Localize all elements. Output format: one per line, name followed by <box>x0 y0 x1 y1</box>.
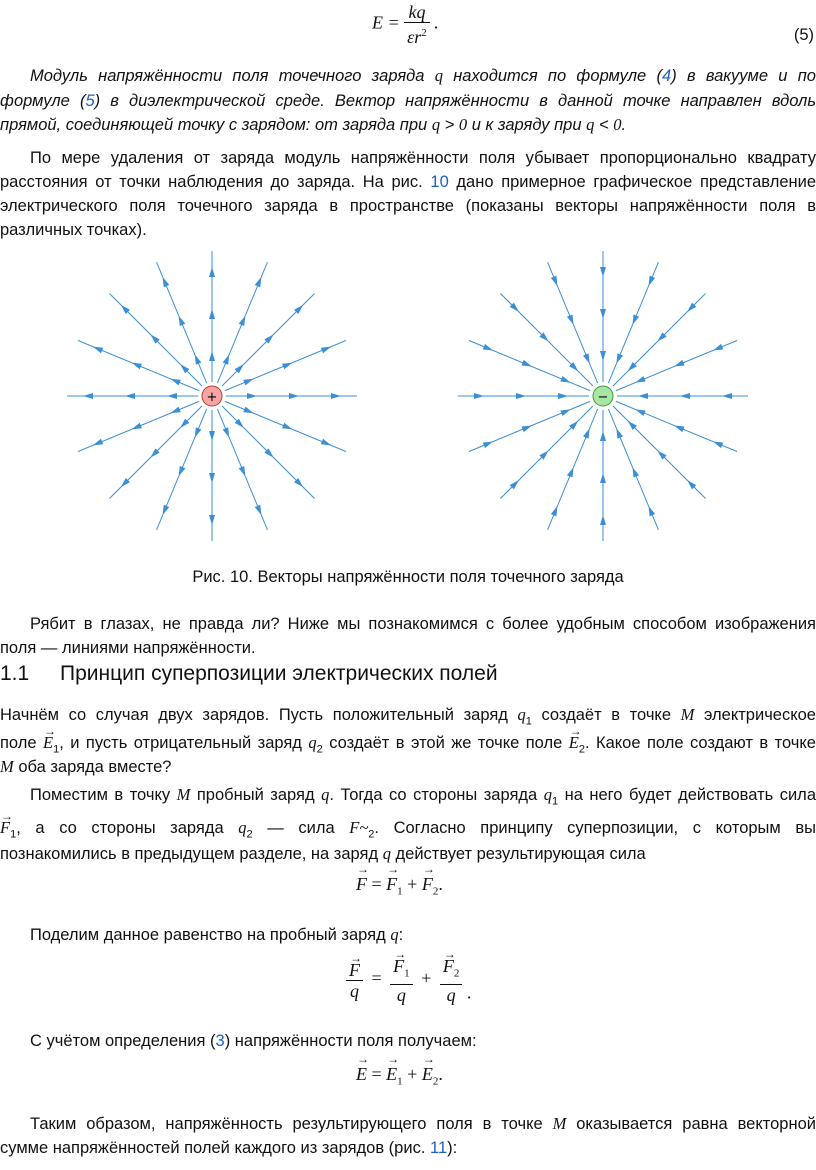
negative-sign: − <box>597 390 609 405</box>
section-title: Принцип суперпозиции электрических полей <box>60 662 498 685</box>
equation-force-sum <box>356 874 443 898</box>
text: прямой, соединяющей точку с зарядом: от заряда при <box>0 116 432 134</box>
field-vector-arrowhead <box>649 506 656 516</box>
para7-line1 <box>30 1029 816 1053</box>
field-vector-arrowhead <box>567 467 574 477</box>
denominator-q: q <box>396 984 406 1005</box>
text: электрическое <box>694 706 816 724</box>
para8-line2 <box>0 1136 816 1160</box>
para8-line1 <box>30 1112 816 1136</box>
figure-ref-link[interactable]: 10 <box>430 173 449 191</box>
math-q: q <box>308 733 317 752</box>
text: создаёт в точке <box>531 706 681 724</box>
para4-line3 <box>0 755 816 779</box>
field-vector-arrowhead <box>583 353 590 363</box>
text: формуле ( <box>0 92 86 110</box>
field-vector-arrowhead <box>239 466 246 476</box>
text: поле <box>0 734 43 752</box>
formula-denominator <box>404 23 430 47</box>
text: Поделим данное равенство на пробный заряд <box>30 926 391 944</box>
field-vector-arrowhead <box>243 379 253 386</box>
subscript: 1 <box>397 1075 403 1088</box>
equals: = <box>371 968 382 989</box>
subscript: 2 <box>432 1075 439 1088</box>
field-vector-arrowhead <box>680 393 690 399</box>
text: > <box>440 116 459 134</box>
math-M: M <box>176 785 191 804</box>
formula-lhs: E = <box>372 12 400 33</box>
text: , и пусть отрицательный заряд <box>59 734 309 752</box>
math-zero: 0 <box>458 115 468 134</box>
math-q: q <box>543 785 552 804</box>
field-vector-arrowhead <box>600 515 606 525</box>
vector-E2: → E <box>422 1064 433 1085</box>
field-vector-arrowhead <box>255 505 262 515</box>
formula-fraction <box>404 2 430 47</box>
para2-line3: электрического поля точечного заряда в пространстве (показаны векторы напряжённости поля в <box>0 197 816 215</box>
field-vector-arrowhead <box>674 360 684 367</box>
field-vector-arrowhead <box>600 351 606 361</box>
text: Модуль напряжённости поля точечного заряда <box>30 67 435 85</box>
field-vector-arrowhead <box>167 393 177 399</box>
text: познакомились в предыдущем разделе, на заряд <box>0 845 383 863</box>
field-vector-arrowhead <box>567 314 574 324</box>
formula-ref-link[interactable]: 4 <box>662 67 672 85</box>
section-number: 1.1 <box>0 662 30 685</box>
text: . Какое поле создают в точке <box>584 734 816 752</box>
text: и к заряду при <box>467 116 587 134</box>
field-vector-arrowhead <box>243 407 253 414</box>
para1-line3 <box>0 113 816 137</box>
math-q: q <box>517 705 526 724</box>
field-vector-arrowhead <box>223 427 230 437</box>
field-vector-arrowhead <box>321 347 331 354</box>
text: ) в вакууме и по <box>671 67 816 85</box>
text: : <box>398 926 404 944</box>
formula-number: (5) <box>793 26 814 44</box>
para3-line1: Рябит в глазах, не правда ли? Ниже мы познакомимся с более удобным способом изображения <box>30 615 816 633</box>
field-vector-arrowhead <box>289 393 299 399</box>
text: оба заряда вместе? <box>13 758 172 776</box>
text: создаёт в этой же точке поле <box>322 734 569 752</box>
field-vector-arrowhead <box>560 409 570 416</box>
text: Таким образом, напряжённость результирующего поля в точке <box>30 1115 553 1133</box>
text: ) напряжённости поля получаем: <box>224 1032 477 1050</box>
denominator-base: εr <box>407 27 422 47</box>
field-vector-arrowhead <box>179 316 186 326</box>
para1-line1 <box>30 64 816 88</box>
field-vector-arrowhead <box>551 276 558 286</box>
math-q: q <box>238 818 247 837</box>
vector-F: → F <box>349 960 360 980</box>
field-vector-arrowhead <box>83 393 93 399</box>
field-vector-arrowhead <box>209 267 215 277</box>
text: дано примерное графическое представление <box>448 173 816 191</box>
field-vector-arrowhead <box>713 442 723 449</box>
text: < <box>594 116 614 134</box>
text: расстояния от точки наблюдения до заряда. На рис. <box>0 173 431 191</box>
field-vector-arrowhead <box>93 347 103 354</box>
field-vector-arrowhead <box>632 314 639 324</box>
field-vector-arrowhead <box>282 363 292 370</box>
field-vector-arrowhead <box>600 267 606 277</box>
field-vector-arrowhead <box>713 344 723 351</box>
equation-field-sum <box>356 1064 443 1088</box>
period: . <box>466 982 472 1003</box>
vector-E1: → E <box>386 1064 397 1085</box>
field-vector-arrowhead <box>170 407 180 414</box>
field-vector-arrowhead <box>195 354 202 364</box>
field-vector-arrowhead <box>209 515 215 525</box>
equals: = <box>367 1064 387 1084</box>
formula-5 <box>372 2 439 47</box>
formula-ref-link[interactable]: 5 <box>85 92 95 110</box>
para4-line1 <box>0 703 816 733</box>
field-vector-arrowhead <box>635 409 645 416</box>
field-vector-arrowhead <box>616 353 623 363</box>
fraction-F2-q <box>440 956 463 1005</box>
field-vectors-figure <box>0 245 816 555</box>
field-vector-arrowhead <box>179 466 186 476</box>
vector-F2: → F <box>443 956 454 976</box>
field-vector-arrowhead <box>239 316 246 326</box>
field-vector-arrowhead <box>583 428 590 438</box>
equals: = <box>367 874 387 894</box>
positive-sign: + <box>206 390 218 405</box>
field-vector-arrowhead <box>521 360 531 367</box>
field-vector-arrowhead <box>483 442 493 449</box>
subscript: 2 <box>453 967 460 980</box>
formula-trail: . <box>434 12 439 33</box>
subscript: 1 <box>397 885 403 898</box>
denominator-power: 2 <box>421 27 427 39</box>
field-vector-arrowhead <box>93 439 103 446</box>
subscript: 1 <box>53 743 60 756</box>
field-vector-arrowhead <box>163 277 170 287</box>
subscript: 1 <box>525 715 532 728</box>
field-vector-arrowhead <box>635 376 645 383</box>
math-q: q <box>390 925 399 944</box>
denominator-q: q <box>446 984 456 1005</box>
math-M: M <box>680 705 695 724</box>
plus: + <box>402 1064 422 1084</box>
subscript: 1 <box>551 795 559 808</box>
field-vector-arrowhead <box>560 376 570 383</box>
field-vector-arrowhead <box>521 425 531 432</box>
field-vector-arrowhead <box>558 393 568 399</box>
text: действует результирующая сила <box>390 845 646 863</box>
text: . Согласно принципу суперпозиции, с которым вы <box>374 819 816 837</box>
subscript: 1 <box>404 967 410 980</box>
field-vector-arrowhead <box>600 309 606 319</box>
vector-F1: → F <box>386 874 397 895</box>
plus: + <box>402 874 422 894</box>
field-vector-arrowhead <box>649 276 656 286</box>
text: — сила <box>252 819 350 837</box>
field-vector-arrowhead <box>282 423 292 430</box>
text: пробный заряд <box>190 786 322 804</box>
field-vector-arrowhead <box>516 393 526 399</box>
vector-F: → F <box>356 874 367 895</box>
formula-ref-link[interactable]: 3 <box>215 1032 225 1050</box>
text: находится по формуле ( <box>442 67 662 85</box>
field-vector-arrowhead <box>209 351 215 361</box>
field-vector-arrowhead <box>132 363 142 370</box>
subscript: 2 <box>246 828 253 841</box>
text: Начнём со случая двух зарядов. Пусть положительный заряд <box>0 706 518 724</box>
field-vector-arrowhead <box>600 473 606 483</box>
fraction-F1-q <box>390 956 413 1005</box>
field-vector-arrowhead <box>321 439 331 446</box>
field-vector-arrowhead <box>132 423 142 430</box>
field-vector-arrowhead <box>632 467 639 477</box>
para5-line3 <box>0 842 816 866</box>
field-vector-arrowhead <box>551 506 558 516</box>
text: на него будет действовать сила <box>558 786 816 804</box>
vector-E2: → E <box>569 731 579 755</box>
math-M: M <box>0 757 14 776</box>
field-vector-arrowhead <box>331 393 341 399</box>
math-zero: 0 <box>613 115 622 134</box>
text: Поместим в точку <box>30 786 177 804</box>
text: . Тогда со стороны заряда <box>329 786 544 804</box>
field-vector-arrowhead <box>722 393 732 399</box>
para2-line2 <box>0 170 816 194</box>
subscript: 2 <box>316 743 323 756</box>
subscript: 2 <box>432 885 439 898</box>
para5-line1 <box>30 783 816 813</box>
figure-ref-link[interactable]: 11 <box>430 1139 448 1157</box>
field-vector-arrowhead <box>209 309 215 319</box>
field-vector-arrowhead <box>616 428 623 438</box>
section-heading <box>0 660 498 688</box>
field-vector-arrowhead <box>223 354 230 364</box>
text: сумме напряжённостей полей каждого из зарядов (рис. <box>0 1139 430 1157</box>
field-vector-arrowhead <box>195 427 202 437</box>
plus: + <box>421 968 432 989</box>
period: . <box>438 874 443 894</box>
text: , а со стороны заряда <box>16 819 239 837</box>
fraction-F-q <box>346 960 363 1001</box>
field-vector-arrowhead <box>674 425 684 432</box>
field-vector-arrowhead <box>600 431 606 441</box>
vector-F2: → F <box>422 874 433 895</box>
text: ): <box>447 1139 458 1157</box>
vector-F1: → F <box>0 816 10 840</box>
math-q: q <box>431 115 441 134</box>
text: . <box>621 116 627 134</box>
field-vector-arrowhead <box>163 505 170 515</box>
formula-numerator: kq <box>404 2 430 23</box>
subscript: 1 <box>10 828 17 841</box>
field-vector-arrowhead <box>474 393 484 399</box>
field-vector-arrowhead <box>170 379 180 386</box>
text: оказывается равна векторной <box>566 1115 816 1133</box>
vector-E: → E <box>356 1064 367 1085</box>
para1-line2 <box>0 89 816 113</box>
para3-line2: поля — линиями напряжённости. <box>0 639 256 657</box>
field-vector-arrowhead <box>209 473 215 483</box>
field-vector-arrowhead <box>247 393 257 399</box>
para2-line1: По мере удаления от заряда модуль напряжённости поля убывает пропорционально квадрату <box>30 149 816 167</box>
vector-E1: → E <box>43 731 53 755</box>
text: ) в диэлектрической среде. Вектор напряжённости в данной точке направлен вдоль <box>94 92 816 110</box>
field-vector-arrowhead <box>209 431 215 441</box>
math-q: q <box>434 66 443 85</box>
math-M: M <box>552 1114 567 1133</box>
period: . <box>438 1064 443 1084</box>
denominator-q: q <box>350 980 359 1001</box>
field-vector-arrowhead <box>638 393 648 399</box>
math-q: q <box>586 115 595 134</box>
math-q: q <box>382 844 391 863</box>
vector-F1: → F <box>393 956 404 976</box>
vector-F2: F~ <box>349 818 369 837</box>
para6-line1 <box>30 923 816 947</box>
para2-line4: различных точках). <box>0 221 147 239</box>
text: С учётом определения ( <box>30 1032 216 1050</box>
math-q: q <box>321 785 330 804</box>
field-vector-arrowhead <box>483 344 493 351</box>
field-vector-arrowhead <box>255 277 262 287</box>
equation-divided <box>346 956 471 1005</box>
subscript: 2 <box>368 828 375 841</box>
figure-caption: Рис. 10. Векторы напряжённости поля точечного заряда <box>192 568 624 586</box>
field-vector-arrowhead <box>125 393 135 399</box>
subscript: 2 <box>578 743 585 756</box>
